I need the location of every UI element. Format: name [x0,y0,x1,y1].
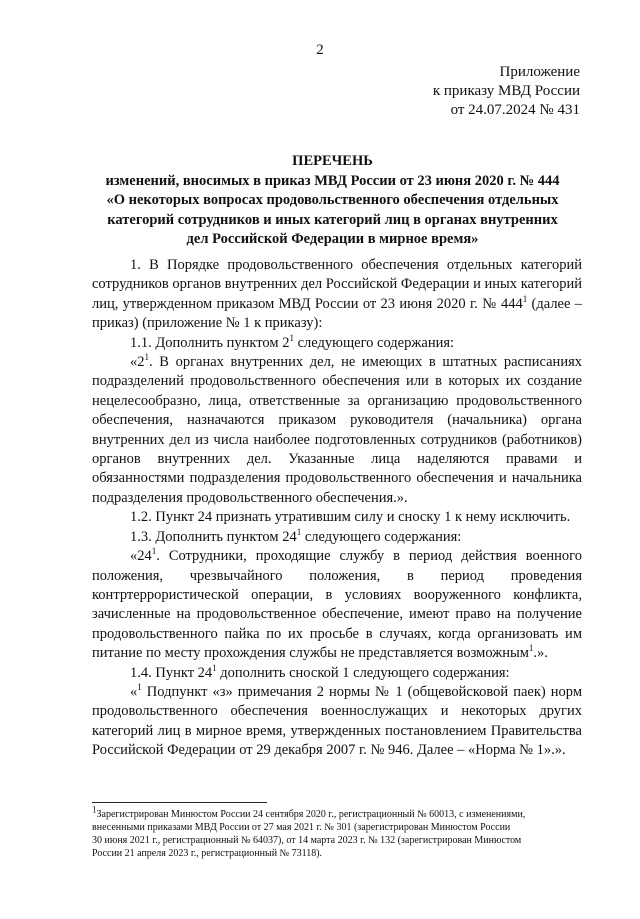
annex-line-1: Приложение [499,64,580,80]
footnote-line-1 [92,804,582,821]
paragraph-footnote-text [92,683,582,761]
footnote-sup: 1 [92,804,97,815]
paragraph-point-2-1-sup: 1 [144,352,149,363]
paragraph-1-1-text-b: следующего содержания: [293,334,455,351]
title-line-1: ПЕРЕЧЕНЬ [292,153,373,169]
paragraph-1-3-text-b: следующего содержания: [301,528,462,545]
annex-line-3: от 24.07.2024 № 431 [450,102,580,118]
paragraph-1-4-text-b: дополнить сноской 1 следующего содержания: [216,664,510,681]
paragraph-1-4-text-a: 1.4. Пункт 24 [130,664,213,681]
title-line-4: категорий сотрудников и иных категорий лиц в органах внутренних [107,211,558,228]
paragraph-1-4-sup: 1 [212,662,217,673]
footnote-line-4: России 21 апреля 2023 г., регистрационный № 73118). [92,848,323,859]
title-line-3: «О некоторых вопросах продовольственного обеспечения отдельных [106,192,559,208]
title-line-2: изменений, вносимых в приказ МВД России от 23 июня 2020 г. № 444 [105,172,560,189]
paragraph-point-2-1 [92,353,582,508]
paragraph-1-3-text-a: 1.3. Дополнить пунктом 24 [130,528,297,545]
paragraph-point-24-1-text-a: «24 [130,548,152,565]
paragraph-1-text-a: 1. В Порядке продовольственного обеспечения отдельных категорий сотрудников органов внутренних дел Российской Федерации и иных категорий лиц, утвержденном приказом МВД России от 23 июня 2020 г. № 444 [92,257,582,312]
paragraph-point-24-1-text-b: . Сотрудники, проходящие службу в период действия военного положения, чрезвычайного положения, в период проведения контртеррористической операции, в условиях вооруженного конфликта, зачисленные на продовольственное обеспечение, имеют право на получение продовольственного пайка по их просьбе в случаях, когда организовать им питание по месту прохождения службы не представляется возможным [92,548,582,662]
annex-line-2: к приказу МВД России [432,83,580,99]
paragraph-point-24-1-text-c: .». [533,645,548,662]
paragraph-point-2-1-text-b: . В органах внутренних дел, не имеющих в штатных расписаниях подразделений продовольственного обеспечения или в которых их создание нецелесообразно, лица, ответственные за организацию продовольственного обеспечения, назначаются приказом руководителя (начальника) органа внутренних дел из числа наиболее подготовленных сотрудников (работников) органов внутренних дел. Указанные лица наделяются правами и обязанностями подразделения продовольственного обеспечения и начальника подразделения продовольственного обеспечения.». [92,354,582,506]
document-body [92,256,582,761]
footnote-line-3: 30 июня 2021 г., регистрационный № 64037), от 14 марта 2023 г. № 132 (зарегистрирован Минюстом [92,835,522,846]
annex-header [433,63,580,120]
page-number: 2 [316,42,324,58]
paragraph-point-2-1-text-a: «2 [130,354,145,371]
paragraph-1-1-text-a: 1.1. Дополнить пунктом 2 [130,334,290,351]
document-title [90,152,575,250]
footnote-separator [92,802,267,803]
paragraph-1-3-sup: 1 [296,526,302,537]
paragraph-1-sup: 1 [522,293,528,304]
paragraph-point-24-1-sup-2: 1 [528,643,534,654]
title-line-5: дел Российской Федерации в мирное время» [186,231,479,247]
paragraph-1 [92,256,582,334]
footnote-line-1-text: Зарегистрирован Минюстом России 24 сентября 2020 г., регистрационный № 60013, с изменениями, [96,809,526,820]
paragraph-1-text-b: (далее – приказ) (приложение № 1 к приказу): [92,295,582,332]
paragraph-1-1 [92,334,582,353]
paragraph-footnote-text-a: « [130,683,138,700]
paragraph-footnote-sup: 1 [137,682,142,693]
paragraph-point-24-1 [92,547,582,663]
paragraph-1-4 [92,664,582,683]
paragraph-1-3 [92,528,582,547]
paragraph-point-24-1-sup: 1 [151,546,157,557]
paragraph-1-1-sup: 1 [289,332,294,343]
footnote [92,804,582,860]
paragraph-1-2: 1.2. Пункт 24 признать утратившим силу и сноску 1 к нему исключить. [130,509,571,526]
paragraph-footnote-text-b: Подпункт «з» примечания 2 нормы № 1 (общевойсковой паек) норм продовольственного обеспечения военнослужащих и некоторых других категорий лиц в мирное время, утвержденных постановлением Правительства Российской Федерации от 29 декабря 2007 г. № 946. Далее – «Норма № 1».». [92,683,582,759]
footnote-line-2: внесенными приказами МВД России от 27 мая 2021 г. № 301 (зарегистрирован Минюстом России [92,822,511,833]
